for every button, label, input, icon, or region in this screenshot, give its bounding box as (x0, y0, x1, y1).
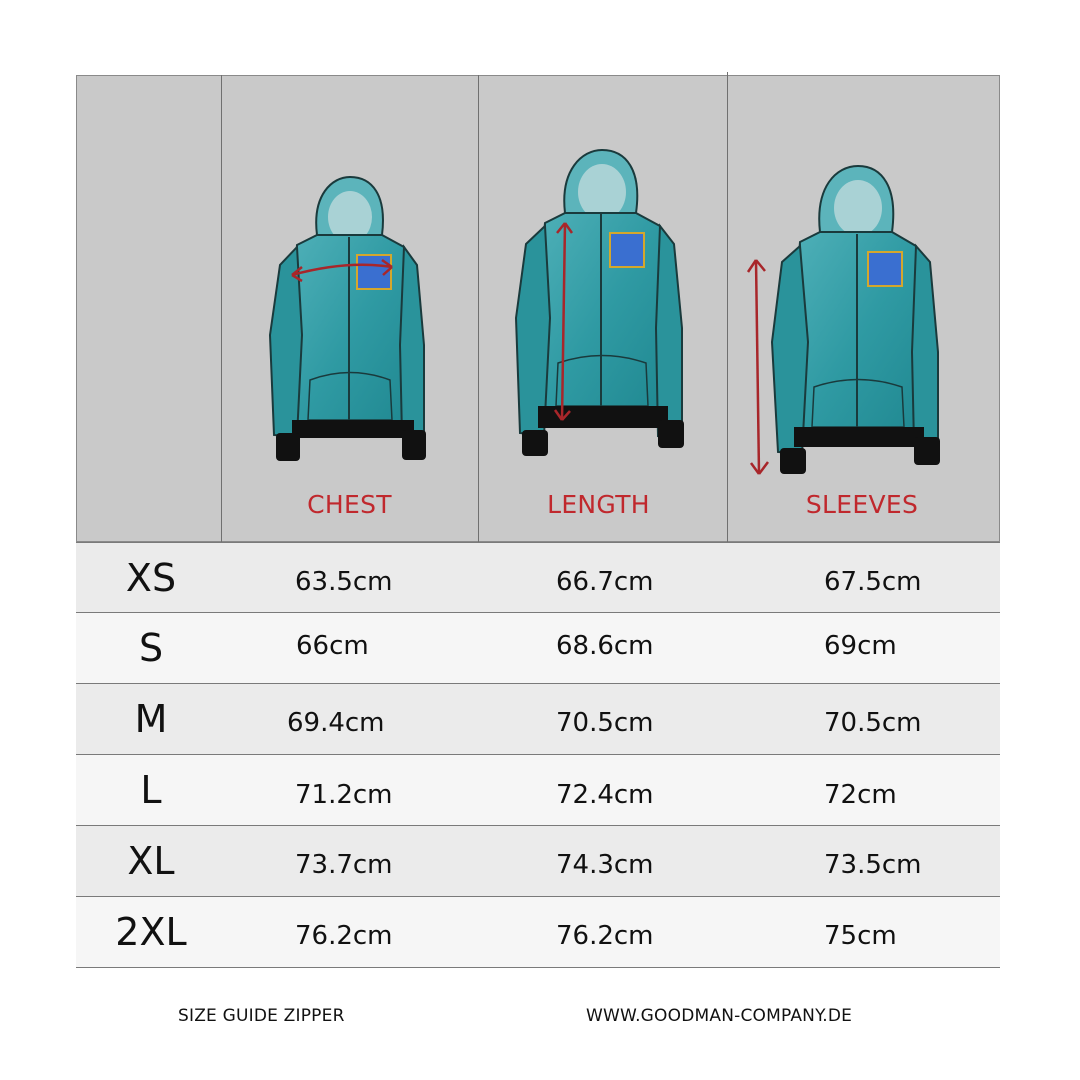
length-value: 66.7cm (556, 567, 654, 597)
size-label: M (134, 697, 168, 741)
chest-value: 71.2cm (295, 780, 393, 810)
length-value: 70.5cm (556, 708, 654, 738)
table-row (76, 542, 1000, 613)
table-row (76, 684, 1000, 755)
sleeves-value: 69cm (824, 631, 897, 661)
size-label: XL (127, 839, 175, 883)
column-label-length: LENGTH (547, 490, 650, 519)
size-label: S (138, 626, 164, 670)
hoodie-length-icon (510, 148, 690, 458)
column-label-sleeves: SLEEVES (805, 490, 919, 519)
chest-value: 63.5cm (295, 567, 393, 597)
column-label-chest: CHEST (307, 490, 392, 519)
footer-title: SIZE GUIDE ZIPPER (178, 1006, 345, 1026)
chest-value: 76.2cm (295, 921, 393, 951)
size-label: 2XL (115, 910, 187, 954)
length-value: 68.6cm (556, 631, 654, 661)
table-row (76, 755, 1000, 826)
table-row (76, 826, 1000, 897)
table-row (76, 897, 1000, 968)
length-value: 76.2cm (556, 921, 654, 951)
length-value: 72.4cm (556, 780, 654, 810)
sleeves-value: 75cm (824, 921, 897, 951)
sleeves-value: 70.5cm (824, 708, 922, 738)
chest-value: 69.4cm (287, 708, 385, 738)
sleeves-value: 72cm (824, 780, 897, 810)
footer-website: WWW.GOODMAN-COMPANY.DE (586, 1006, 853, 1026)
table-row (76, 613, 1000, 684)
size-label: XS (125, 556, 177, 600)
sleeves-value: 73.5cm (824, 850, 922, 880)
length-value: 74.3cm (556, 850, 654, 880)
chest-value: 66cm (296, 631, 369, 661)
chest-value: 73.7cm (295, 850, 393, 880)
sleeves-value: 67.5cm (824, 567, 922, 597)
size-label: L (140, 768, 162, 812)
hoodie-sleeves-icon (740, 162, 950, 477)
hoodie-chest-icon (262, 175, 432, 465)
